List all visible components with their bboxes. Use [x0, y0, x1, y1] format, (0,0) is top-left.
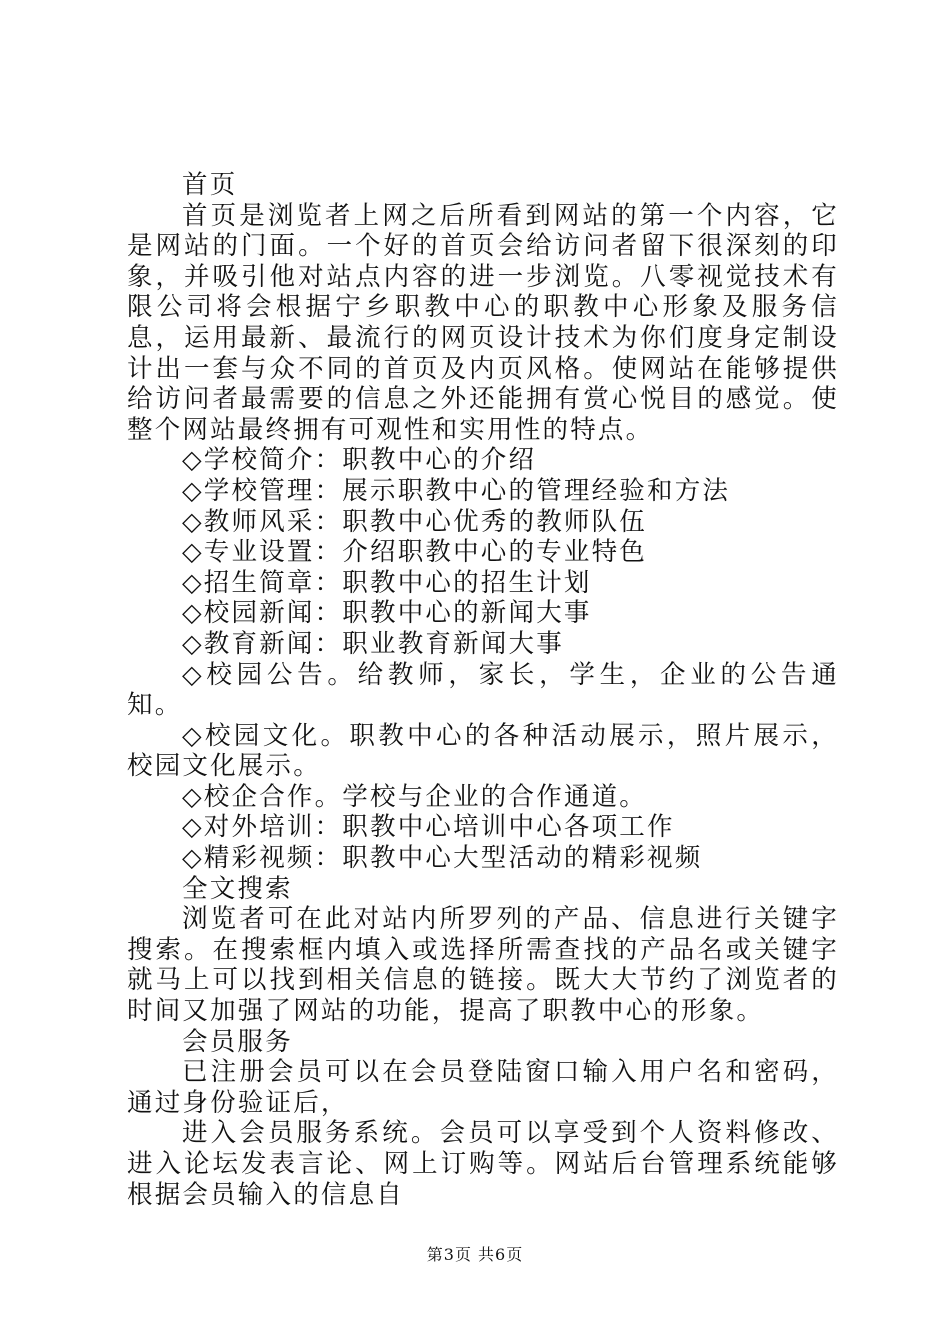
list-item-school-intro: ◇学校简介：职教中心的介绍 [182, 445, 537, 476]
list-item-admissions: ◇招生简章：职教中心的招生计划 [182, 567, 592, 598]
list-item-campus-culture: ◇校园文化。职教中心的各种活动展示，照片展示，校园文化展示。 [127, 720, 839, 782]
list-item-videos: ◇精彩视频：职教中心大型活动的精彩视频 [182, 843, 703, 874]
section-heading-fulltext-search: 全文搜索 [182, 873, 293, 904]
list-item-education-news: ◇教育新闻：职业教育新闻大事 [182, 628, 564, 659]
paragraph-member-system: 进入会员服务系统。会员可以享受到个人资料修改、进入论坛发表言论、网上订购等。网站后台管理系统能够根据会员输入的信息自 [127, 1118, 839, 1210]
list-item-school-management: ◇学校管理：展示职教中心的管理经验和方法 [182, 475, 731, 506]
section-heading-member-service: 会员服务 [182, 1026, 293, 1057]
list-item-school-enterprise: ◇校企合作。学校与企业的合作通道。 [182, 781, 648, 812]
document-body [127, 170, 839, 1210]
list-item-campus-news: ◇校园新闻：职教中心的新闻大事 [182, 598, 592, 629]
paragraph-member-login: 已注册会员可以在会员登陆窗口输入用户名和密码，通过身份验证后， [127, 1057, 839, 1118]
paragraph-homepage-description: 首页是浏览者上网之后所看到网站的第一个内容，它是网站的门面。一个好的首页会给访问者留下很深刻的印象，并吸引他对站点内容的进一步浏览。八零视觉技术有限公司将会根据宁乡职教中心的职教中心形象及服务信息，运用最新、最流行的网页设计技术为你们度身定制设计出一套与众不同的首页及内页风格。使网站在能够提供给访问者最需要的信息之外还能拥有赏心悦目的感觉。使整个网站最终拥有可观性和实用性的特点。 [127, 200, 839, 445]
list-item-training: ◇对外培训：职教中心培训中心各项工作 [182, 812, 675, 843]
page-number-footer: 第3页 共6页 [426, 1245, 524, 1264]
section-heading-homepage: 首页 [182, 170, 238, 200]
list-item-teacher-profiles: ◇教师风采：职教中心优秀的教师队伍 [182, 506, 648, 537]
list-item-campus-notices: ◇校园公告。给教师，家长，学生，企业的公告通知。 [127, 659, 839, 721]
list-item-majors: ◇专业设置：介绍职教中心的专业特色 [182, 537, 648, 568]
paragraph-search-description: 浏览者可在此对站内所罗列的产品、信息进行关键字搜索。在搜索框内填入或选择所需查找的产品名或关键字就马上可以找到相关信息的链接。既大大节约了浏览者的时间又加强了网站的功能，提高了职教中心的形象。 [127, 904, 839, 1027]
